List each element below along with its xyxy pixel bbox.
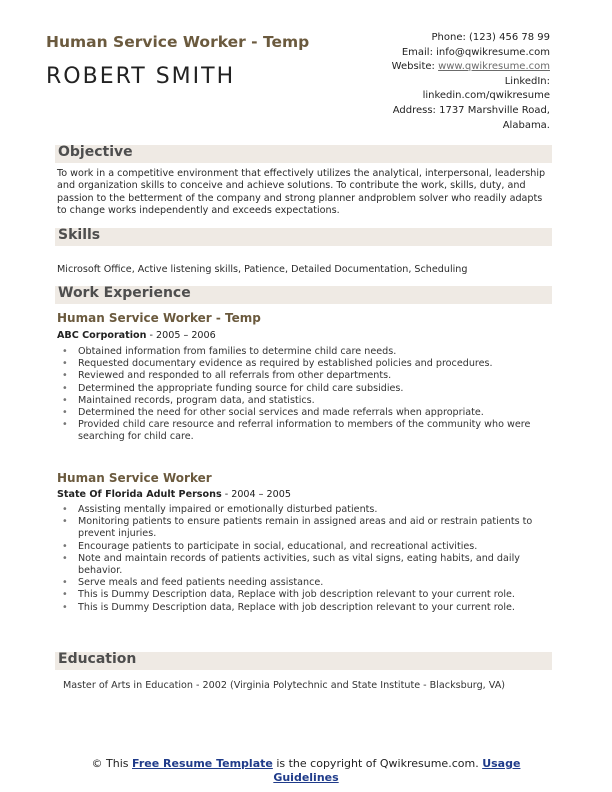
contact-linkedin-label: LinkedIn: [504, 75, 550, 87]
list-item: • Maintained records, program data, and statistics. [57, 395, 551, 407]
footer-line-1 [0, 757, 612, 771]
skills-text: Microsoft Office, Active listening skills, Patience, Detailed Documentation, Scheduling [57, 264, 468, 275]
list-item: • Serve meals and feed patients needing assistance. [57, 577, 551, 589]
list-item: • Determined the appropriate funding source for child care subsidies. [57, 383, 551, 395]
skills-section-bar [55, 228, 552, 246]
free-resume-template-link[interactable]: Free Resume Template [132, 757, 273, 770]
list-item: • This is Dummy Description data, Replace with job description relevant to your current role. [57, 589, 551, 601]
footer-line-2 [0, 771, 612, 785]
job-2-company-line [57, 489, 291, 500]
footer-prefix: © This [91, 757, 133, 770]
contact-website [392, 60, 550, 75]
job-1-company: ABC Corporation [57, 330, 147, 341]
contact-address-line2: Alabama. [502, 119, 550, 131]
job-2-duties [57, 504, 551, 614]
job-1-company-line [57, 330, 216, 341]
list-item: • Obtained information from families to determine child care needs. [57, 346, 551, 358]
footer-middle: is the copyright of Qwikresume.com. [272, 757, 483, 770]
experience-heading: Work Experience [58, 285, 191, 301]
list-item: • Determined the need for other social services and made referrals when appropriate. [57, 407, 551, 419]
job-1-duties [57, 346, 551, 444]
job-1-role: Human Service Worker - Temp [57, 311, 261, 325]
list-item: • Encourage patients to participate in social, educational, and recreational activities. [57, 541, 551, 553]
contact-block [392, 31, 550, 133]
candidate-name: ROBERT SMITH [46, 64, 236, 89]
list-item: • Reviewed and responded to all referrals from other departments. [57, 370, 551, 382]
list-item: • Requested documentary evidence as required by established policies and procedures. [57, 358, 551, 370]
objective-heading: Objective [58, 144, 133, 160]
contact-phone: Phone: (123) 456 78 99 [431, 32, 550, 43]
resume-job-title: Human Service Worker - Temp [46, 33, 310, 51]
job-2-role: Human Service Worker [57, 471, 212, 485]
guidelines-link[interactable]: Guidelines [273, 771, 339, 784]
job-2-dates: - 2004 – 2005 [221, 489, 291, 500]
contact-email: Email: info@qwikresume.com [401, 46, 550, 58]
list-item: • Provided child care resource and referral information to members of the community who were searching for child care. [57, 419, 551, 443]
usage-link[interactable]: Usage [482, 757, 521, 770]
contact-address-line1: Address: 1737 Marshville Road, [392, 104, 550, 116]
list-item: • This is Dummy Description data, Replace with job description relevant to your current role. [57, 602, 551, 614]
website-label: Website: [391, 61, 439, 73]
education-text: Master of Arts in Education - 2002 (Virginia Polytechnic and State Institute - Blacksburg, VA) [63, 680, 506, 691]
contact-linkedin-url: linkedin.com/qwikresume [422, 90, 550, 102]
list-item: • Note and maintain records of patients activities, such as vital signs, eating habits, and daily behavior. [57, 553, 551, 577]
list-item: • Monitoring patients to ensure patients remain in assigned areas and aid or restrain patients to prevent injuries. [57, 516, 551, 540]
website-link[interactable]: www.qwikresume.com [438, 61, 550, 73]
skills-heading: Skills [58, 227, 101, 243]
job-1-dates: - 2005 – 2006 [146, 330, 216, 341]
list-item: • Assisting mentally impaired or emotionally disturbed patients. [57, 504, 551, 516]
copyright-footer [0, 757, 612, 785]
objective-text: To work in a competitive environment that effectively utilizes the analytical, interpersonal, leadership and organization skills to conceive and achieve solutions. To contribute the work, skills, duty, and passion to the betterment of the company and strong planner andproblem solver who readily adapts to change works independently and exceeds expectations. [57, 168, 546, 216]
job-2-company: State Of Florida Adult Persons [57, 489, 222, 500]
education-heading: Education [58, 651, 137, 667]
